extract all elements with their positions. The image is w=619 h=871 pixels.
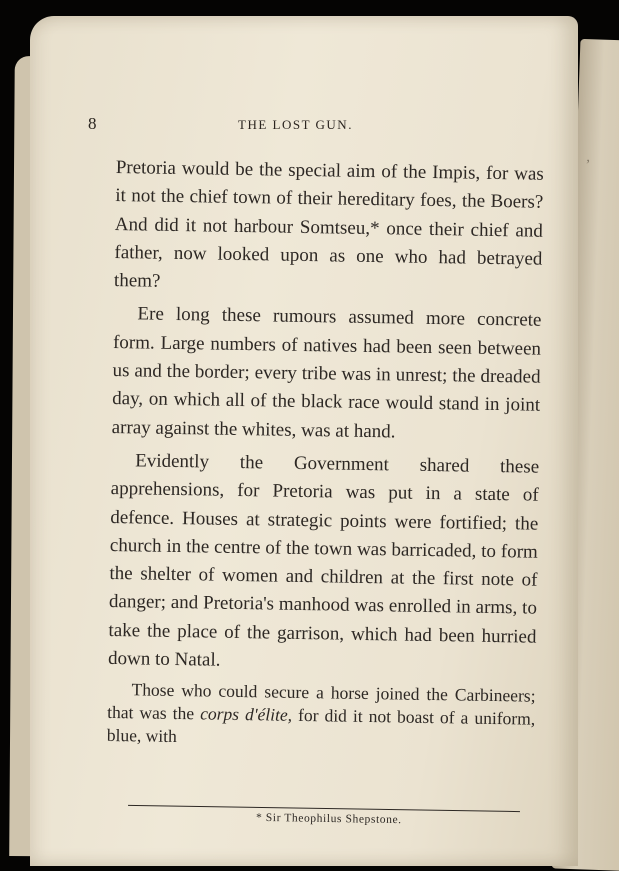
running-head: THE LOST GUN. — [238, 117, 353, 132]
paragraph-text: for did it not boast of a uniform, blue, with — [106, 705, 536, 747]
paragraph: Evidently the Government shared these apprehensions, for Pretoria was put in a state of defence. Houses at strategic points were fortified; the church in the centre of the town was barricaded, to form the shelter of women and children at the first note of danger; and Pretoria's manhood was enrolled in arms, to take the place of the garrison, which had been hurried down to Natal. — [107, 450, 540, 671]
page-number: 8 — [88, 114, 97, 133]
paragraph: Pretoria would be the special aim of the Impis, for was it not the chief town of their hereditary foes, the Boers? And did it not harbour Somtseu,* once their chief and father, now looked upon as one who had betrayed them? — [113, 156, 544, 292]
paragraph: Ere long these rumours assumed more concrete form. Large numbers of natives had been seen between us and the border; every tribe was in unrest; the dreaded day, on which all of the black race would stand in joint array against the whites, was at hand. — [111, 303, 542, 443]
paragraph-text: Those who could secure a horse joined the Carbineers; that was the — [107, 679, 536, 724]
facing-page-glyph-fragment: , — [586, 149, 591, 166]
paragraph — [107, 678, 536, 754]
footnote: * Sir Theophilus Shepstone. — [255, 811, 402, 827]
italic-phrase: corps d'élite, — [199, 703, 293, 726]
body-text — [107, 154, 544, 759]
